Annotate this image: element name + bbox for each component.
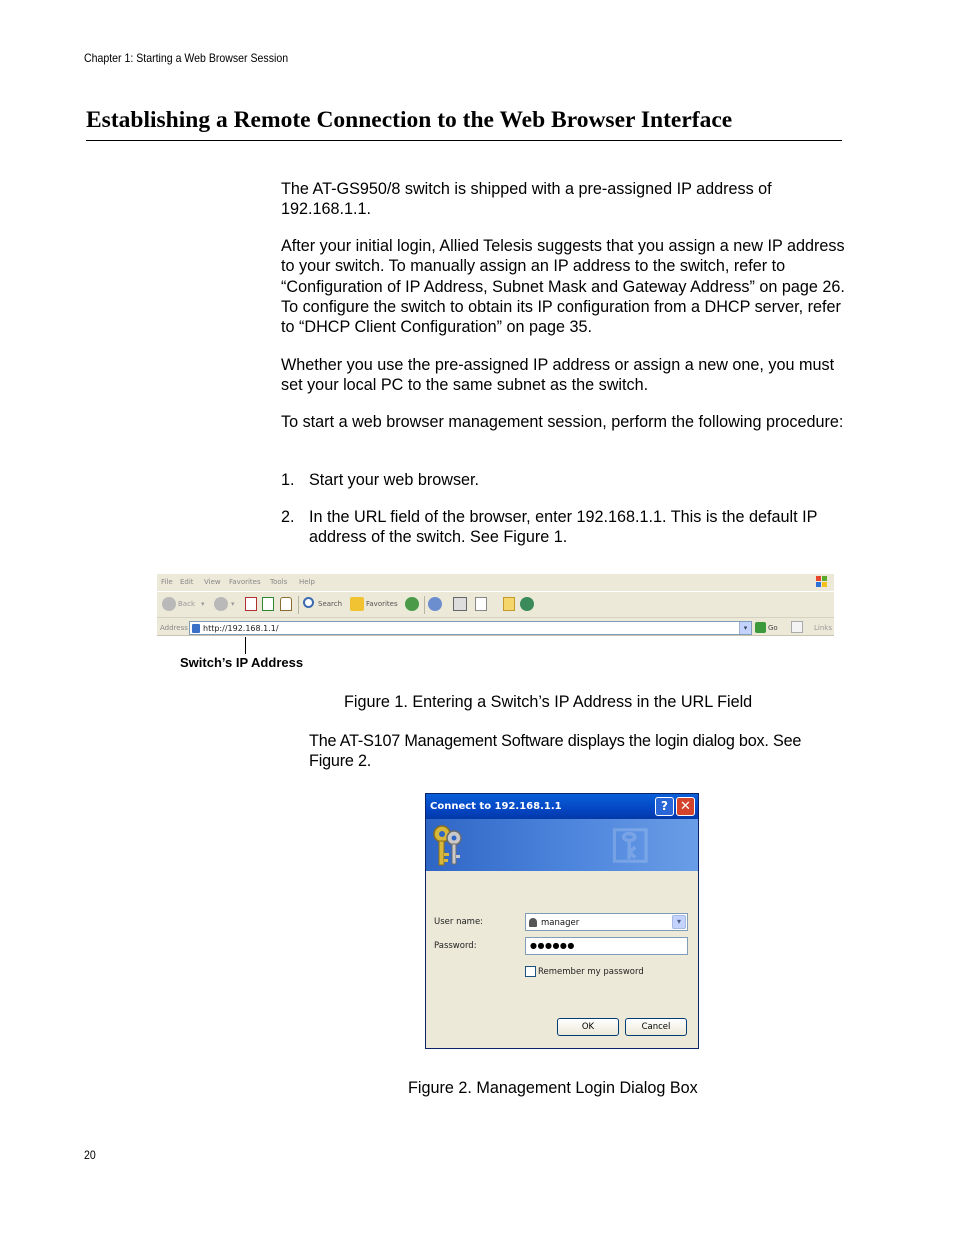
dialog-title-bar: [426, 794, 698, 819]
search-icon[interactable]: [303, 597, 314, 608]
browser-toolbar-figure: [157, 574, 834, 636]
menu-item-help[interactable]: Help: [299, 578, 315, 586]
remember-password-label[interactable]: Remember my password: [538, 967, 644, 977]
dialog-banner: [426, 819, 698, 871]
figure1-caption: Figure 1. Entering a Switch’s IP Address in the URL Field: [344, 693, 753, 711]
go-icon[interactable]: [755, 622, 766, 633]
section-title: Establishing a Remote Connection to the Web Browser Interface: [86, 107, 733, 133]
user-icon: [529, 918, 537, 927]
user-name-label: User name:: [434, 917, 484, 927]
page-number: 20: [84, 1148, 96, 1162]
folder-icon[interactable]: [503, 597, 515, 611]
step-number: 1.: [281, 471, 295, 489]
links-label[interactable]: Links: [814, 624, 832, 632]
go-button[interactable]: Go: [768, 624, 778, 632]
dialog-title: Connect to 192.168.1.1: [430, 801, 562, 812]
back-dropdown-icon[interactable]: ▾: [201, 600, 205, 608]
login-dialog: [425, 793, 699, 1049]
paragraph-assign-new-ip: After your initial login, Allied Telesis suggests that you assign a new IP address to your switch. To manually assign an IP address to the switch, refer to “Configuration of IP Address, Subnet Mask and Gateway Address” on page 26. To configure the switch to obtain its IP configuration from a DHCP server, refer to “DHCP Client Configuration” on page 35.: [281, 237, 845, 337]
print-icon[interactable]: [453, 597, 467, 611]
favorites-label[interactable]: Favorites: [366, 600, 398, 608]
help-button[interactable]: ?: [655, 797, 674, 816]
mail-icon[interactable]: [428, 597, 442, 611]
stop-icon[interactable]: [245, 597, 257, 611]
toolbar-separator: [298, 596, 299, 614]
messenger-icon[interactable]: [520, 597, 534, 611]
forward-dropdown-icon[interactable]: ▾: [231, 600, 235, 608]
menu-item-edit[interactable]: Edit: [180, 578, 194, 586]
windows-logo-icon: [816, 576, 828, 588]
close-button[interactable]: ✕: [676, 797, 695, 816]
step-text: Start your web browser.: [309, 471, 480, 489]
user-name-combobox[interactable]: [525, 913, 688, 931]
address-bar: [157, 617, 834, 636]
url-field[interactable]: [189, 621, 752, 635]
paragraph-procedure-intro: To start a web browser management session, perform the following procedure:: [281, 413, 844, 431]
chevron-down-icon[interactable]: ▾: [739, 622, 751, 634]
paragraph-subnet: Whether you use the pre-assigned IP address or assign a new one, you must set your local PC to the same subnet as the switch.: [281, 356, 835, 395]
keys-icon: [428, 823, 468, 869]
title-rule: [86, 140, 842, 141]
home-icon[interactable]: [280, 597, 292, 611]
refresh-icon[interactable]: [262, 597, 274, 611]
history-icon[interactable]: [405, 597, 419, 611]
search-label[interactable]: Search: [318, 600, 343, 608]
password-value[interactable]: ●●●●●●: [530, 941, 575, 950]
back-label[interactable]: Back: [178, 600, 195, 608]
menu-item-tools[interactable]: Tools: [270, 578, 288, 586]
callout-label: Switch’s IP Address: [180, 655, 304, 670]
url-value[interactable]: http://192.168.1.1/: [203, 624, 279, 633]
password-label: Password:: [434, 941, 477, 951]
page-icon: [192, 624, 200, 633]
password-field[interactable]: [525, 937, 688, 955]
ok-button[interactable]: OK: [557, 1018, 619, 1036]
figure2-caption: Figure 2. Management Login Dialog Box: [408, 1079, 698, 1097]
banner-decoration: ⚿: [612, 819, 649, 871]
callout-line: [245, 637, 246, 654]
paragraph-login-dialog: The AT-S107 Management Software displays the login dialog box. See Figure 2.: [309, 732, 802, 771]
standard-toolbar: [157, 591, 834, 617]
toolbar-separator: [424, 596, 425, 614]
menu-item-view[interactable]: View: [204, 578, 221, 586]
paragraph-preassigned-ip: The AT-GS950/8 switch is shipped with a pre-assigned IP address of 192.168.1.1.: [281, 180, 772, 219]
user-name-value[interactable]: manager: [541, 918, 580, 928]
menu-item-file[interactable]: File: [161, 578, 173, 586]
forward-icon[interactable]: [214, 597, 228, 611]
remember-password-checkbox[interactable]: [525, 966, 536, 977]
edit-icon[interactable]: [475, 597, 487, 611]
address-label: Address: [160, 624, 188, 632]
menu-item-favorites[interactable]: Favorites: [229, 578, 261, 586]
back-icon[interactable]: [162, 597, 176, 611]
running-head: Chapter 1: Starting a Web Browser Session: [84, 51, 289, 65]
chevron-down-icon[interactable]: ▾: [672, 915, 686, 929]
step-number: 2.: [281, 508, 295, 526]
cancel-button[interactable]: Cancel: [625, 1018, 687, 1036]
favorites-icon[interactable]: [350, 597, 364, 611]
menu-bar: [157, 574, 834, 591]
links-icon[interactable]: [791, 621, 803, 633]
step-text: In the URL field of the browser, enter 192.168.1.1. This is the default IP address of the switch. See Figure 1.: [309, 508, 818, 547]
